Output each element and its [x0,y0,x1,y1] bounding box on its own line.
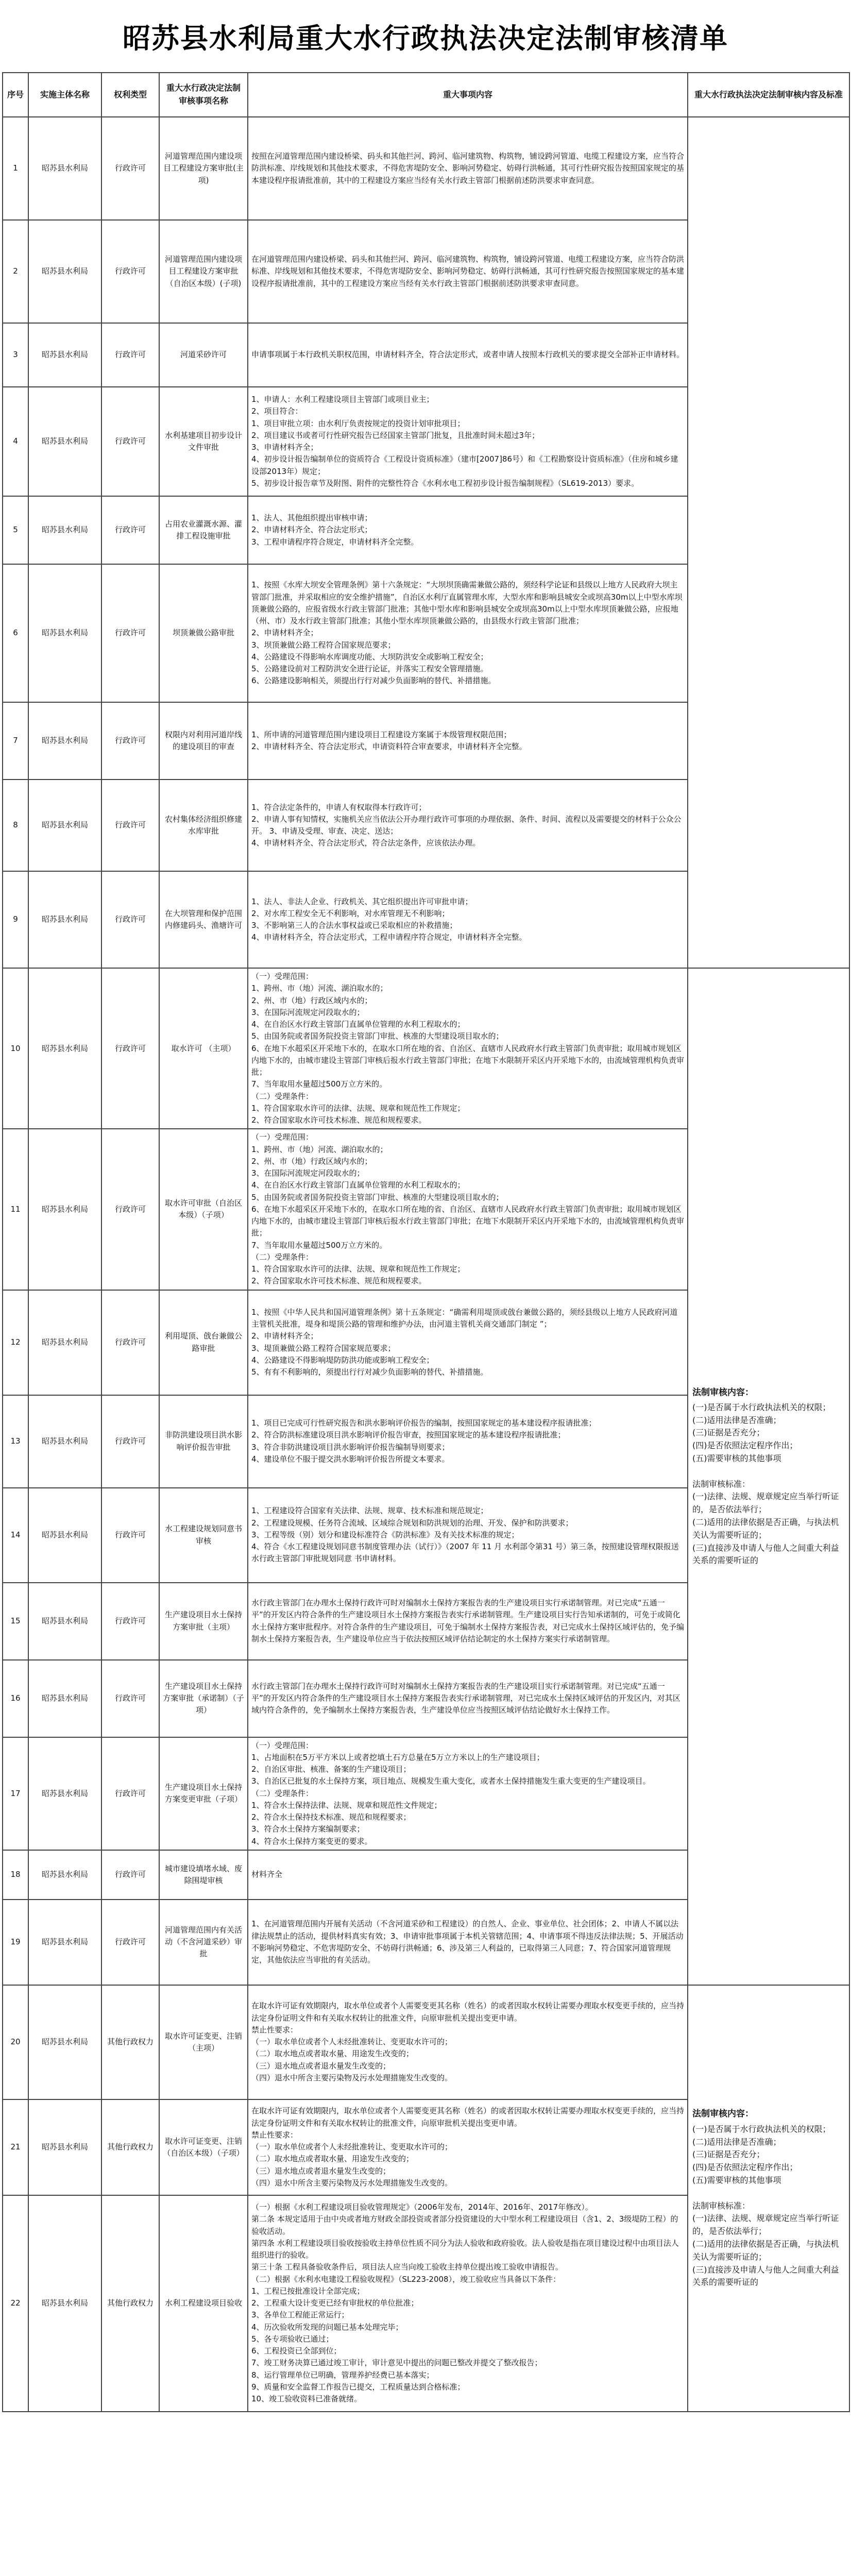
cell-item-name: 在大坝管理和保护范围内修建码头、渔塘许可 [159,871,248,968]
cell-type: 行政许可 [101,564,159,702]
cell-no: 11 [3,1129,28,1290]
cell-item-name: 农村集体经济组织修建水库审批 [159,779,248,871]
cell-content: （一）根据《水利工程建设项目验收管理规定》（2006年发布，2014年、2016年、2017年修改）。 第二条 本规定适用于由中央或者地方财政全部投资或者部分投资建设的大中型水利工程建设项目（含1、2、3级堤防工程）的验收活动。 第四条 水利工程建设项目验收按验收主持单位性质不同分为法人验收和政府验收。法人验收是指在项目建设过程中由项目法人组织进行的验收。 第三十条 工程具备验收条件后，项目法人应当向竣工验收主持单位提出竣工验收申请报告。 （二）根据《水利水电建设工程验收规程》（SL223-2008），竣工验收应当具备以下条件： 1、工程已按批准设计全部完成； 2、工程重大设计变更已经有审批权的单位批准； 3、各单位工程能正常运行； 4、历次验收所发现的问题已基本处理完毕； 5、各专项验收已通过； 6、工程投资已全部到位； 7、竣工财务决算已通过竣工审计，审计意见中提出的问题已整改并提交了整改报告； 8、运行管理单位已明确，管理养护经费已基本落实； 9、质量和安全监督工作报告已提交，工程质量达到合格标准； 10、竣工验收资料已准备就绪。 [248,2195,688,2412]
document-title: 昭苏县水利局重大水行政执法决定法制审核清单 [123,21,728,55]
cell-content: 1、工程建设符合国家有关法律、法规、规章、技术标准和规范规定； 2、工程建设规模、任务符合流域、区域综合规划和防洪规划的治理、开发、保护和防洪要求； 3、工程等级（别）划分和建设标准符合《防洪标准》及有关技术标准的规定； 4、符合《水工程建设规划同意书制度管理办法（试行）》（2007 年 11 月 水利部令第31 号）第三条，按照建设管理权限报送水行政主管部门审批规划同意 书申请材料。 [248,1488,688,1583]
cell-no: 16 [3,1660,28,1737]
cell-item-name: 坝顶兼做公路审批 [159,564,248,702]
cell-org: 昭苏县水利局 [28,1737,101,1850]
cell-type: 行政许可 [101,117,159,220]
cell-type: 其他行政权力 [101,2195,159,2412]
cell-no: 18 [3,1850,28,1900]
cell-item-name: 非防洪建设项目洪水影响评价报告审批 [159,1395,248,1488]
cell-no: 19 [3,1900,28,1985]
cell-standard [688,1985,849,2412]
cell-no: 15 [3,1583,28,1660]
cell-org: 昭苏县水利局 [28,1583,101,1660]
cell-content: 1、符合法定条件的，申请人有权取得本行政许可； 2、申请人事有知情权，实施机关应当依法公开办理行政许可事项的办理依据、条件、时间、流程以及需要提交的材料于公众公开。 3、申请及受理、审查、决定、送达； 4、申请材料齐全、符合法定形式，符合法定条件，应该依法办理。 [248,779,688,871]
table-row [3,117,849,220]
cell-org: 昭苏县水利局 [28,968,101,1129]
cell-item-name: 利用堤顶、戗台兼做公路审批 [159,1290,248,1395]
cell-type: 行政许可 [101,220,159,323]
cell-org: 昭苏县水利局 [28,871,101,968]
cell-org: 昭苏县水利局 [28,1488,101,1583]
cell-content: （一）受理范围： 1、跨州、市（地）河流、湖泊取水的； 2、州、市（地）行政区域内水的； 3、在国际河流规定河段取水的； 4、在自治区水行政主管部门直属单位管理的水利工程取水的； 5、由国务院或者国务院投资主管部门审批、核准的大型建设项目取水的； 6、在地下水超采区开采地下水的，在取水口所在地的省、自治区、直辖市人民政府水行政主管部门负责审批；取用城市规划区内地下水的，由城市建设主管部门审核后报水行政主管部门审批；在地下水限制开采区内开采地下水的，由流域管理机构负责审批； 7、当年取用水量超过500万立方米的。 （二）受理条件： 1、符合国家取水许可的法律、法规、规章和规范性工作规定； 2、符合国家取水许可技术标准、规范和规程要求。 [248,968,688,1129]
cell-no: 3 [3,323,28,387]
cell-item-name: 河道管理范围内建设项目工程建设方案审批（自治区本级）(子项) [159,220,248,323]
cell-standard [688,968,849,1985]
cell-item-name: 水利基建项目初步设计文件审批 [159,387,248,496]
cell-type: 行政许可 [101,1488,159,1583]
cell-no: 5 [3,496,28,564]
cell-org: 昭苏县水利局 [28,702,101,779]
standard-items: (一)是否属于水行政执法机关的权限； (二)适用法律是否准确； (三)证据是否充分； (四)是否依照法定程序作出； (五)需要审核的其他事项 法制审核标准： (一)法律、法规、规章规定应当举行听证的，是否依法举行； (二)适用的法律依据是否正确，与执法机关认为需要听证的； (三)直接涉及申请人与他人之间重大利益关系的需要听证的 [692,1402,839,1566]
cell-no: 7 [3,702,28,779]
cell-item-name: 生产建设项目水土保持方案变更审批（子项） [159,1737,248,1850]
cell-type: 其他行政权力 [101,2099,159,2195]
cell-no: 4 [3,387,28,496]
standard-items: (一)是否属于水行政执法机关的权限； (二)适用法律是否准确； (三)证据是否充分； (四)是否依照法定程序作出； (五)需要审核的其他事项 法制审核标准： (一)法律、法规、规章规定应当举行听证的，是否依法举行； (二)适用的法律依据是否正确，与执法机关认为需要听证的； (三)直接涉及申请人与他人之间重大利益关系的需要听证的 [692,2124,839,2287]
cell-type: 行政许可 [101,1395,159,1488]
cell-org: 昭苏县水利局 [28,1395,101,1488]
cell-item-name: 占用农业灌溉水源、灌排工程设施审批 [159,496,248,564]
cell-content: 1、申请人：水利工程建设项目主管部门或项目业主； 2、项目符合： 1、项目审批立项：由水利厅负责按规定的投资计划审批项目； 2、项目建议书或者可行性研究报告已经国家主管部门批复，且批准时间未超过3年； 3、申请材料齐全； 4、初步设计报告编制单位的资质符合《工程设计资质标准》（建市[2007]86号）和《工程勘察设计资质标准》（住房和城乡建设部2013年）规定； 5、初步设计报告章节及附图、附件的完整性符合《水利水电工程初步设计报告编制规程》（SL619-2013）要求。 [248,387,688,496]
cell-no: 10 [3,968,28,1129]
header-content: 重大事项内容 [248,73,688,117]
cell-type: 其他行政权力 [101,1985,159,2099]
cell-no: 22 [3,2195,28,2412]
cell-no: 21 [3,2099,28,2195]
cell-type: 行政许可 [101,1583,159,1660]
cell-org: 昭苏县水利局 [28,1850,101,1900]
cell-content: 1、法人、非法人企业、行政机关、其它组织提出许可审批申请； 2、对水库工程安全无不利影响，对水库管理无不利影响； 3、不影响第三人的合法水事权益或已采取相应的补救措施； 4、申请材料齐全，符合法定形式，工程申请程序符合规定，申请材料齐全完整。 [248,871,688,968]
cell-content: 1、法人、其他组织提出审核申请； 2、申请材料齐全、符合法定形式； 3、工程申请程序符合规定，申请材料齐全完整。 [248,496,688,564]
cell-no: 8 [3,779,28,871]
header-item-name: 重大水行政决定法制审核事项名称 [159,73,248,117]
standard-title: 法制审核内容： [692,2109,754,2120]
cell-no: 17 [3,1737,28,1850]
cell-item-name: 取水许可 （主项） [159,968,248,1129]
cell-item-name: 水利工程建设项目验收 [159,2195,248,2412]
cell-type: 行政许可 [101,871,159,968]
cell-item-name: 城市建设填堵水域、废除围堤审核 [159,1850,248,1900]
table-row [3,968,849,1129]
cell-type: 行政许可 [101,968,159,1129]
cell-type: 行政许可 [101,1850,159,1900]
cell-no: 14 [3,1488,28,1583]
cell-content: 在河道管理范围内建设桥梁、码头和其他拦河、跨河、临河建筑物、构筑物，铺设跨河管道、电缆工程建设方案，应当符合防洪标准、岸线规划和其他技术要求，不得危害堤防安全、影响河势稳定、妨碍行洪畅通，其可行性研究报告按照国家规定的基本建设程序报请批准前，其中的工程建设方案应当经有关水行政主管部门根据前述防洪要求审查同意。 [248,220,688,323]
cell-content: 1、按照《中华人民共和国河道管理条例》第十五条规定：“确需利用堤顶或戗台兼做公路的，须经县级以上地方人民政府河道主管机关批准，堤身和堤顶公路的管理和维护办法，由河道主管机关商交通部门制定 ”； 2、申请材料齐全； 3、堤顶兼做公路工程符合国家规范要求； 4、公路建设不得影响堤防防洪功能或影响工程安全； 5、有有不利影响的，须提出行行对减少负面影响的替代、补措措施。 [248,1290,688,1395]
cell-no: 13 [3,1395,28,1488]
cell-content: 水行政主管部门在办理水土保持行政许可时对编制水土保持方案报告表的生产建设项目实行承诺制管理。对已完成“五通一平”的开发区内符合条件的生产建设项目水土保持方案报告表实行承诺制管理。生产建设项目实行告知承诺制的，可免于或简化水土保持方案审批程序。对符合条件的生产建设项目，可免于编制水土保持方案报告表，对已完成水土保持区域评估的，免予编制水土保持方案报告表，生产建设单位应当于依法按照区域评估结论制定的水土保持方案实行承诺制管理。 [248,1583,688,1660]
cell-item-name: 取水许可证变更、注销（自治区本级）（子项） [159,2099,248,2195]
cell-item-name: 取水许可审批（自治区本级）（子项） [159,1129,248,1290]
cell-content: 申请事项属于本行政机关职权范围，申请材料齐全，符合法定形式，或者申请人按照本行政机关的要求提交全部补正申请材料。 [248,323,688,387]
cell-org: 昭苏县水利局 [28,1129,101,1290]
cell-content: 1、在河道管理范围内开展有关活动（不含河道采砂和工程建设）的自然人、企业、事业单位、社会团体；2、申请人不属以法律法规禁止的活动，提供材料真实有效；3、申请审批事项属于本机关管辖范围；4、申请事项不得违反法律法规；5、开展活动不影响河势稳定、不危害堤防安全、不妨碍行洪畅通；6、涉及第三人利益的，已取得第三人同意；7、符合国家河道管理规定，其他依法应当审批的有关活动。 [248,1900,688,1985]
cell-content: （一）受理范围： 1、跨州、市（地）河流、湖泊取水的； 2、州、市（地）行政区域内水的； 3、在国际河流规定河段取水的； 4、在自治区水行政主管部门直属单位管理的水利工程取水的； 5、由国务院或者国务院投资主管部门审批、核准的大型建设项目取水的； 6、在地下水超采区开采地下水的，在取水口所在地的省、自治区、直辖市人民政府水行政主管部门负责审批；取用城市规划区内地下水的，由城市建设主管部门审核后报水行政主管部门审批；在地下水限制开采区内开采地下水的，由流域管理机构负责审批； 7、当年取用水量超过500万立方米的。 （二）受理条件： 1、符合国家取水许可的法律、法规、规章和规范性工作规定； 2、符合国家取水许可技术标准、规范和规程要求。 [248,1129,688,1290]
cell-content: 1、项目已完成可行性研究报告和洪水影响评价报告的编制，按照国家规定的基本建设程序报请批准； 2、符合防洪标准建设项目洪水影响评价报告审查，按照国家规定的基本建设程序报请批准； 3、符合非防洪建设项目洪水影响评价报告编制导则要求； 4、建设单位不服于提交洪水影响评价报告所提文本要求。 [248,1395,688,1488]
cell-standard-empty [688,117,849,968]
cell-type: 行政许可 [101,1900,159,1985]
cell-item-name: 权限内对利用河道岸线的建设项目的审查 [159,702,248,779]
cell-type: 行政许可 [101,323,159,387]
cell-no: 1 [3,117,28,220]
cell-content: 水行政主管部门在办理水土保持行政许可时对编制水土保持方案报告表的生产建设项目实行承诺制管理。对已完成“五通一平”的开发区内符合条件的生产建设项目水土保持方案报告表实行承诺制管理，对已完成水土保持区域评估的开发区内，对其区域内符合条件的，免予编制水土保持方案报告表，生产建设单位应当按照区域评估结论做好水土保持工作。 [248,1660,688,1737]
cell-org: 昭苏县水利局 [28,779,101,871]
table-header-row [3,73,849,117]
cell-org: 昭苏县水利局 [28,2195,101,2412]
cell-content: 1、按照《水库大坝安全管理条例》第十六条规定：“大坝坝顶确需兼做公路的，须经科学论证和县级以上地方人民政府大坝主管部门批准，并采取相应的安全维护措施”，自治区水利厅直属管理水库，大型水库和影响县城安全或坝高30m以上中型水库坝顶兼做公路的，应报省级水行政主管部门批准；其他中型水库和影响县城安全或坝高30m以上中型水库坝顶兼做公路，应报地（州、市）及水行政主管部门批准；其他小型水库坝顶兼做公路的，由县级水行政主管部门批准； 2、申请材料齐全； 3、坝顶兼做公路工程符合国家规范要求； 4、公路建设不得影响水库调度功能、大坝防洪安全或影响工程安全； 5、公路建设前对工程防洪安全进行论证，并落实工程安全管理措施。 6、公路建设影响相关，须提出行行对减少负面影响的替代、补措措施。 [248,564,688,702]
cell-content: 在取水许可证有效期限内，取水单位或者个人需要变更其名称（姓名）的或者因取水权转让需要办理取水权变更手续的，应当持法定身份证明文件和有关取水权转让的批准文件，向原审批机关提出变更申请。 禁止性要求： （一）取水单位或者个人未经批准转让、变更取水许可的； （二）取水地点或者取水量、用途发生改变的； （三）退水地点或者退水量发生改变的； （四）退水中所含主要污染物及污水处理措施发生改变的。 [248,2099,688,2195]
cell-item-name: 生产建设项目水土保持方案审批（承诺制）（子项） [159,1660,248,1737]
cell-org: 昭苏县水利局 [28,117,101,220]
cell-content: 1、所申请的河道管理范围内建设项目工程建设方案属于本级管理权限范围； 2、申请材料齐全、符合法定形式，申请资料符合审查要求，申请材料齐全完整。 [248,702,688,779]
table-row [3,1985,849,2099]
cell-org: 昭苏县水利局 [28,496,101,564]
cell-item-name: 河道管理范围内建设项目工程建设方案审批(主项) [159,117,248,220]
cell-no: 9 [3,871,28,968]
cell-org: 昭苏县水利局 [28,220,101,323]
cell-org: 昭苏县水利局 [28,564,101,702]
cell-item-name: 河道采砂许可 [159,323,248,387]
cell-org: 昭苏县水利局 [28,323,101,387]
cell-org: 昭苏县水利局 [28,2099,101,2195]
cell-content: 材料齐全 [248,1850,688,1900]
cell-no: 6 [3,564,28,702]
cell-type: 行政许可 [101,779,159,871]
standard-title: 法制审核内容： [692,1387,754,1398]
cell-item-name: 水工程建设规划同意书审核 [159,1488,248,1583]
cell-type: 行政许可 [101,387,159,496]
cell-type: 行政许可 [101,1290,159,1395]
cell-type: 行政许可 [101,702,159,779]
cell-type: 行政许可 [101,496,159,564]
cell-type: 行政许可 [101,1737,159,1850]
cell-content: 按照在河道管理范围内建设桥梁、码头和其他拦河、跨河、临河建筑物、构筑物，铺设跨河管道、电缆工程建设方案，应当符合防洪标准、岸线规划和其他技术要求，不得危害堤防安全、影响河势稳定、妨碍行洪畅通，其可行性研究报告按照国家规定的基本建设程序报请批准前，其中的工程建设方案应当经有关水行政主管部门根据前述防洪要求审查同意。 [248,117,688,220]
cell-item-name: 河道管理范围内有关活动（不含河道采砂）审批 [159,1900,248,1985]
cell-org: 昭苏县水利局 [28,1290,101,1395]
cell-type: 行政许可 [101,1129,159,1290]
cell-no: 12 [3,1290,28,1395]
cell-org: 昭苏县水利局 [28,1900,101,1985]
header-standard: 重大水行政执法决定法制审核内容及标准 [688,73,849,117]
review-list-table [2,72,850,2412]
cell-org: 昭苏县水利局 [28,1985,101,2099]
cell-content: （一）受理范围： 1、占地面积在5万平方米以上或者挖填土石方总量在5万立方米以上的生产建设项目； 2、自治区审批、核准、备案的生产建设项目； 3、自治区已批复的水土保持方案，项目地点、规模发生重大变化，或者水土保持措施发生重大变更的生产建设项目。 （二）受理条件： 1、符合水土保持法律、法规、规章和规范性文件规定； 2、符合水土保持技术标准、规范和规程要求； 3、符合水土保持方案编制要求； 4、符合水土保持方案变更的要求。 [248,1737,688,1850]
cell-type: 行政许可 [101,1660,159,1737]
header-no: 序号 [3,73,28,117]
header-type: 权利类型 [101,73,159,117]
cell-content: 在取水许可证有效期限内，取水单位或者个人需要变更其名称（姓名）的或者因取水权转让需要办理取水权变更手续的，应当持法定身份证明文件和有关取水权转让的批准文件，向原审批机关提出变更申请。 禁止性要求： （一）取水单位或者个人未经批准转让、变更取水许可的； （二）取水地点或者取水量、用途发生改变的； （三）退水地点或者退水量发生改变的； （四）退水中所含主要污染物及污水处理措施发生改变的。 [248,1985,688,2099]
header-org: 实施主体名称 [28,73,101,117]
cell-org: 昭苏县水利局 [28,1660,101,1737]
cell-org: 昭苏县水利局 [28,387,101,496]
cell-no: 20 [3,1985,28,2099]
cell-item-name: 取水许可证变更、注销（主项） [159,1985,248,2099]
cell-no: 2 [3,220,28,323]
cell-item-name: 生产建设项目水土保持方案审批（主项） [159,1583,248,1660]
